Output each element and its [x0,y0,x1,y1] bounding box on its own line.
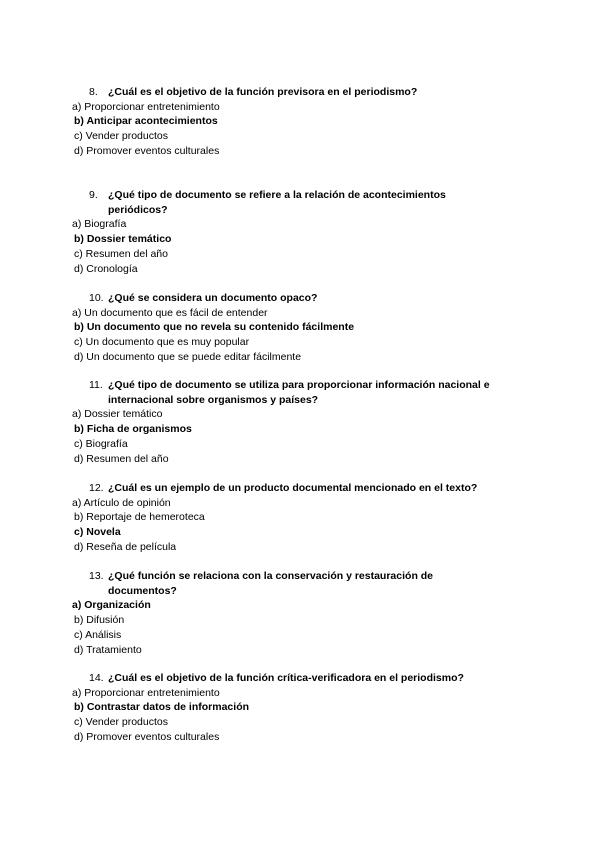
answer-option: b) Difusión [74,614,125,627]
answer-option-correct: a) Organización [72,599,151,612]
answer-option: d) Reseña de película [74,540,177,553]
question-number: 8. [89,86,98,98]
question-number: 9. [89,189,98,201]
question-text: ¿Cuál es el objetivo de la función crítica-verificadora en el periodismo? [108,672,464,684]
answer-option: a) Artículo de opinión [72,496,171,509]
question-text: documentos? [108,584,177,597]
answer-option-correct: c) Novela [74,526,121,539]
answer-option: d) Tratamiento [74,643,142,656]
answer-option-correct: b) Contrastar datos de información [74,701,250,714]
question-text: ¿Cuál es el objetivo de la función previsora en el periodismo? [108,86,418,98]
answer-option: c) Vender productos [74,130,168,143]
question-text: ¿Qué tipo de documento se refiere a la relación de acontecimientos [108,189,446,201]
question-number: 12. [89,482,104,494]
answer-option: a) Biografía [72,218,127,231]
answer-option: c) Un documento que es muy popular [74,336,250,349]
answer-option-correct: b) Dossier temático [74,233,172,246]
answer-option: c) Análisis [74,628,122,641]
answer-option: c) Resumen del año [74,247,168,260]
question-number: 13. [89,570,104,582]
answer-option: d) Cronología [74,262,138,275]
answer-option: c) Vender productos [74,716,168,729]
answer-option: d) Promover eventos culturales [74,730,220,743]
question-number: 11. [89,379,103,391]
answer-option: d) Resumen del año [74,452,169,465]
question-text: internacional sobre organismos y países? [108,393,319,406]
answer-option-correct: b) Ficha de organismos [74,423,192,436]
answer-option: d) Un documento que se puede editar fácilmente [74,350,302,363]
answer-option: a) Proporcionar entretenimiento [72,100,220,113]
answer-option: d) Promover eventos culturales [74,144,220,157]
answer-option: a) Dossier temático [72,408,163,421]
question-text: ¿Qué tipo de documento se utiliza para proporcionar información nacional e [108,379,490,391]
answer-option: c) Biografía [74,437,128,450]
answer-option: b) Reportaje de hemeroteca [74,511,205,524]
question-text: ¿Qué función se relaciona con la conservación y restauración de [108,570,434,582]
answer-option: a) Un documento que es fácil de entender [72,306,268,319]
question-text: periódicos? [108,203,168,216]
question-number: 10. [89,292,104,304]
answer-option-correct: b) Anticipar acontecimientos [74,115,218,128]
question-number: 14. [89,672,104,684]
answer-option: a) Proporcionar entretenimiento [72,686,220,699]
answer-option-correct: b) Un documento que no revela su contenido fácilmente [74,321,355,334]
question-text: ¿Cuál es un ejemplo de un producto documental mencionado en el texto? [108,482,478,494]
question-text: ¿Qué se considera un documento opaco? [108,292,318,304]
